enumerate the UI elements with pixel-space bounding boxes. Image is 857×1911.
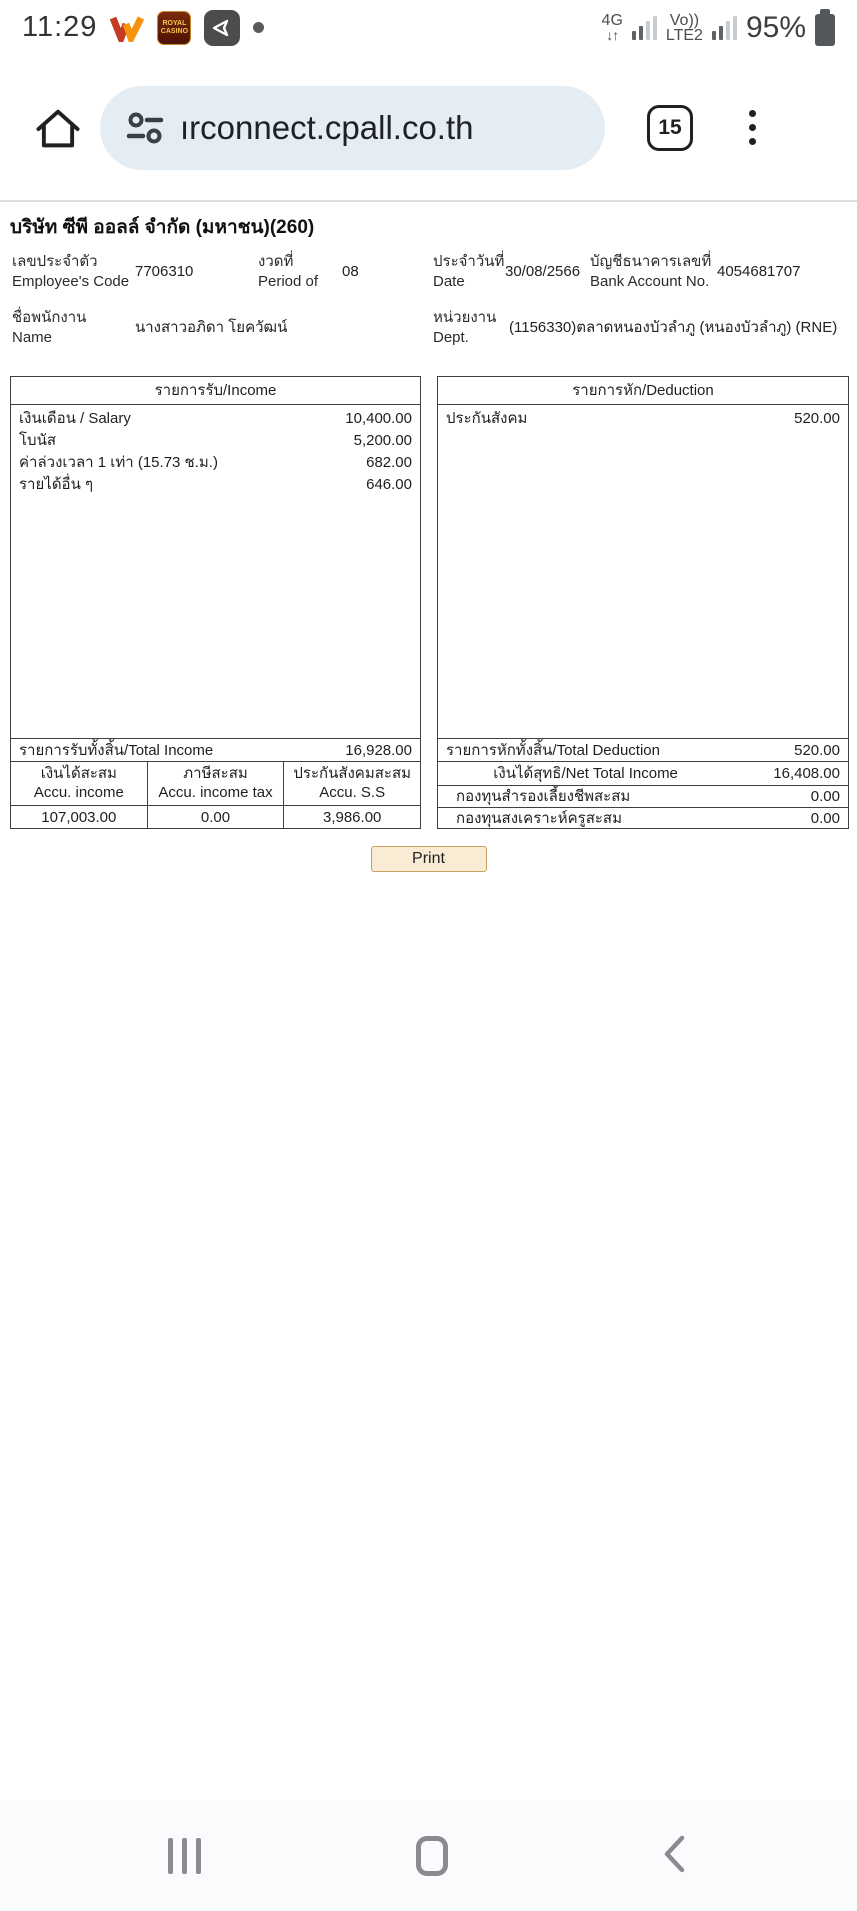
period-label — [258, 252, 318, 292]
recents-icon — [168, 1838, 173, 1874]
total-income-amount: 16,928.00 — [345, 742, 412, 759]
accu-tax-value: 0.00 — [148, 806, 285, 829]
battery-percent-label: 95% — [745, 10, 806, 44]
back-chevron-icon — [661, 1834, 687, 1874]
employee-info-section — [0, 252, 857, 372]
print-button[interactable]: Print — [371, 846, 487, 872]
accu-ss-label-en: Accu. S.S — [319, 784, 386, 801]
income-table — [10, 376, 421, 829]
deduction-items — [438, 405, 848, 738]
date-label — [433, 252, 504, 292]
accu-income-value: 107,003.00 — [11, 806, 148, 829]
income-item-label: ค่าล่วงเวลา 1 เท่า (15.73 ช.ม.) — [19, 454, 218, 471]
notification-overflow-dot-icon — [253, 22, 264, 33]
date-value: 30/08/2566 — [505, 263, 581, 280]
accu-income-label-th: เงินได้สะสม — [40, 765, 117, 782]
deduction-table — [437, 376, 849, 829]
tab-switcher-button[interactable] — [647, 105, 693, 151]
name-label — [12, 308, 86, 348]
video-player-notification-icon — [204, 10, 240, 46]
date-label-th: ประจำวันที่ — [433, 253, 505, 270]
deduction-row — [438, 408, 848, 430]
income-row — [11, 474, 420, 496]
bank-account-value: 4054681707 — [717, 263, 801, 280]
accu-ss-value: 3,986.00 — [322, 809, 382, 826]
kebab-menu-icon — [749, 138, 756, 145]
accu-tax-header — [148, 762, 285, 805]
company-title: บริษัท ซีพี ออลล์ จำกัด (มหาชน)(260) — [10, 217, 315, 238]
total-deduction-label: รายการหักทั้งสิ้น/Total Deduction — [446, 742, 660, 759]
income-item-amount: 5,200.00 — [353, 432, 412, 449]
home-nav-button[interactable] — [416, 1836, 448, 1876]
employee-code-label-en: Employee's Code — [12, 273, 130, 290]
royal-casino-icon-text: ROYAL — [162, 19, 187, 27]
recents-icon — [196, 1838, 201, 1874]
period-label-en: Period of — [258, 273, 319, 290]
w-badge-notification-icon — [110, 14, 144, 42]
teacher-fund-value: 0.00 — [810, 810, 840, 827]
income-item-label: เงินเดือน / Salary — [19, 410, 131, 427]
name-value: นางสาวอภิดา โยควัฒน์ — [135, 319, 288, 336]
net-income-row — [438, 762, 848, 786]
income-item-amount: 682.00 — [366, 454, 412, 471]
accumulated-values-row — [11, 805, 420, 829]
deduction-item-amount: 520.00 — [794, 410, 840, 427]
network-name-label: LTE2 — [665, 26, 703, 44]
bank-account-label — [590, 252, 711, 292]
back-button[interactable] — [655, 1828, 693, 1885]
network-type-label: 4G — [601, 11, 623, 29]
bank-account-label-th: บัญชีธนาคารเลขที่ — [590, 253, 712, 270]
name-label-th: ชื่อพนักงาน — [12, 309, 87, 326]
tab-count: 15 — [658, 115, 682, 139]
clock: 11:29 — [22, 11, 98, 43]
kebab-menu-icon — [749, 110, 756, 117]
total-income-label: รายการรับทั้งสิ้น/Total Income — [19, 742, 214, 759]
bank-account-label-en: Bank Account No. — [590, 273, 710, 290]
teacher-fund-label: กองทุนสงเคราะห์ครูสะสม — [456, 810, 622, 827]
income-item-amount: 10,400.00 — [345, 410, 412, 427]
income-items — [11, 405, 420, 738]
signal-strength-icon-sim1 — [632, 16, 657, 40]
dept-label — [433, 308, 496, 348]
total-deduction-amount: 520.00 — [794, 742, 840, 759]
address-bar[interactable] — [100, 86, 605, 170]
accu-tax-label-en: Accu. income tax — [158, 784, 273, 801]
provident-fund-label: กองทุนสำรองเลี้ยงชีพสะสม — [456, 788, 631, 805]
accu-ss-label-th: ประกันสังคมสะสม — [293, 765, 411, 782]
data-activity-arrows: ↓↑ — [606, 26, 619, 43]
browser-toolbar — [0, 55, 857, 200]
total-deduction-row — [438, 738, 848, 762]
royal-casino-notification-icon — [157, 11, 191, 45]
teacher-fund-row — [438, 808, 848, 830]
volte-indicator — [666, 13, 703, 43]
home-icon — [33, 103, 83, 153]
dept-value: (1156330)ตลาดหนองบัวลำภู (หนองบัวลำภู) (RNE) — [509, 319, 838, 336]
provident-fund-value: 0.00 — [810, 788, 840, 805]
network-type-indicator — [602, 13, 623, 43]
deduction-table-header: รายการหัก/Deduction — [438, 377, 848, 405]
kebab-menu-icon — [749, 124, 756, 131]
signal-strength-icon-sim2 — [712, 16, 737, 40]
income-item-label: โบนัส — [19, 432, 56, 449]
status-bar — [0, 0, 857, 55]
dept-label-en: Dept. — [433, 329, 469, 346]
dept-label-th: หน่วยงาน — [433, 309, 497, 326]
accu-income-label-en: Accu. income — [33, 784, 124, 801]
employee-code-label — [12, 252, 129, 292]
income-item-amount: 646.00 — [366, 476, 412, 493]
battery-icon — [815, 14, 835, 46]
royal-casino-icon-text: CASINO — [160, 27, 189, 35]
deduction-item-label: ประกันสังคม — [446, 410, 528, 427]
site-settings-icon[interactable] — [124, 107, 166, 149]
net-income-amount: 16,408.00 — [773, 765, 840, 782]
income-row — [11, 430, 420, 452]
accu-tax-label-th: ภาษีสะสม — [183, 765, 248, 782]
income-row — [11, 452, 420, 474]
url-text[interactable]: ırconnect.cpall.co.th — [180, 108, 474, 146]
home-button[interactable] — [30, 100, 86, 156]
employee-code-label-th: เลขประจำตัว — [12, 253, 98, 270]
accu-income-header — [11, 762, 148, 805]
recents-icon — [182, 1838, 187, 1874]
volte-label: Vo)) — [669, 11, 700, 29]
accu-ss-header — [284, 762, 420, 805]
accumulated-header-row — [11, 762, 420, 805]
income-row — [11, 408, 420, 430]
net-income-label: เงินได้สุทธิ/Net Total Income — [493, 765, 678, 782]
name-label-en: Name — [12, 329, 53, 346]
recents-button[interactable] — [160, 1830, 209, 1882]
income-item-label: รายได้อื่น ๆ — [19, 476, 94, 493]
browser-menu-button[interactable] — [743, 104, 762, 151]
income-table-header: รายการรับ/Income — [11, 377, 420, 405]
period-value: 08 — [342, 263, 359, 280]
toolbar-divider — [0, 200, 857, 202]
period-label-th: งวดที่ — [258, 253, 294, 270]
total-income-row — [11, 738, 420, 762]
payslip-tables — [0, 376, 857, 829]
date-label-en: Date — [433, 273, 465, 290]
android-nav-bar — [0, 1801, 857, 1911]
employee-code-value: 7706310 — [135, 263, 194, 280]
provident-fund-row — [438, 786, 848, 808]
